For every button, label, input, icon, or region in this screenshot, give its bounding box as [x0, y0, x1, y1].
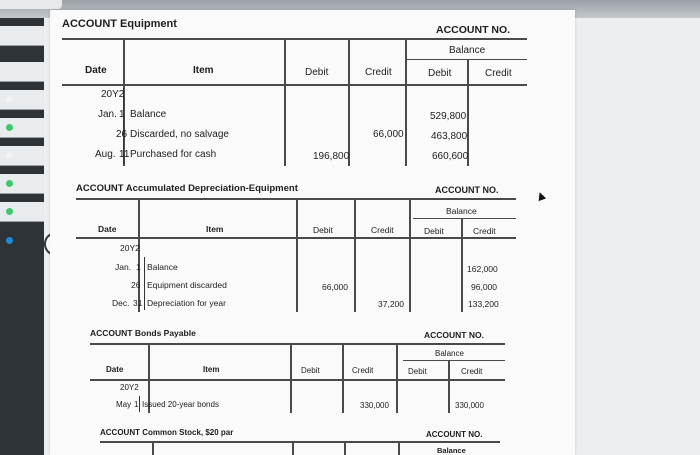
col-date: Date [98, 224, 117, 234]
col-credit: Credit [365, 67, 392, 78]
account-number-label: ACCOUNT NO. [435, 185, 499, 195]
balance-label: Balance [435, 349, 464, 358]
row-balance-credit: 330,000 [455, 401, 484, 410]
column-rule [152, 441, 154, 455]
row-item: Depreciation for year [147, 298, 226, 308]
account-number-label: ACCOUNT NO. [436, 24, 511, 36]
row-balance-credit: 96,000 [471, 282, 497, 292]
col-item: Item [203, 365, 220, 374]
row-day: 26 [131, 280, 141, 290]
account-number-label: ACCOUNT NO. [424, 330, 484, 340]
col-item: Item [193, 65, 214, 76]
col-debit: Debit [301, 366, 320, 375]
row-day: 11 [119, 149, 130, 160]
account-title: ACCOUNT Bonds Payable [90, 328, 196, 338]
row-month: Aug. [95, 149, 116, 160]
row-day: 1 [134, 400, 139, 409]
col-balance-debit: Debit [408, 367, 427, 376]
row-balance-debit: 660,600 [432, 151, 469, 162]
row-balance-debit: 463,800 [431, 131, 468, 142]
row-balance-debit: 529,800 [430, 111, 467, 122]
row-item: Balance [130, 109, 167, 120]
row-debit: 66,000 [322, 282, 348, 292]
row-item: Purchased for cash [130, 149, 217, 160]
row-day: 31 [133, 298, 143, 308]
row-item: Balance [147, 262, 178, 272]
col-balance-credit: Credit [485, 68, 512, 79]
year-label: 20Y2 [120, 383, 139, 392]
account-number-label: ACCOUNT NO. [426, 430, 483, 439]
column-rule [398, 441, 400, 455]
row-balance-credit: 133,200 [468, 299, 499, 309]
col-balance-credit: Credit [473, 226, 496, 236]
balance-label: Balance [437, 446, 466, 455]
col-item: Item [206, 224, 224, 234]
col-debit: Debit [313, 225, 333, 235]
row-item: Equipment discarded [147, 280, 227, 290]
account-title: ACCOUNT Common Stock, $20 par [100, 428, 234, 437]
row-month: Jan. [98, 109, 117, 120]
row-balance-credit: 162,000 [467, 264, 498, 274]
account-title: ACCOUNT Accumulated Depreciation-Equipment [76, 183, 298, 194]
row-credit: 330,000 [360, 401, 389, 410]
col-balance-debit: Debit [424, 226, 444, 236]
col-date: Date [85, 65, 107, 76]
col-balance-debit: Debit [428, 68, 452, 79]
col-debit: Debit [305, 67, 329, 78]
col-credit: Credit [371, 225, 394, 235]
col-balance-credit: Credit [461, 367, 483, 376]
balance-label: Balance [446, 206, 477, 216]
account-title: ACCOUNT Equipment [62, 18, 177, 30]
row-item: Discarded, no salvage [130, 129, 229, 140]
column-rule [292, 441, 294, 455]
row-credit: 37,200 [378, 299, 404, 309]
row-item: Issued 20-year bonds [142, 400, 219, 409]
row-month: May [116, 400, 132, 409]
col-credit: Credit [352, 366, 374, 375]
row-day: 1 [136, 262, 141, 272]
year-label: 20Y2 [101, 89, 125, 100]
row-debit: 196,800 [313, 151, 350, 162]
balance-label: Balance [449, 45, 486, 56]
row-day: 26 [116, 129, 128, 140]
row-day: 1 [119, 109, 125, 120]
row-month: Dec. [112, 298, 130, 308]
col-date: Date [106, 365, 124, 374]
divider [100, 441, 500, 443]
row-month: Jan. [115, 262, 132, 272]
column-rule [344, 441, 346, 455]
row-credit: 66,000 [373, 129, 404, 140]
year-label: 20Y2 [120, 243, 140, 253]
